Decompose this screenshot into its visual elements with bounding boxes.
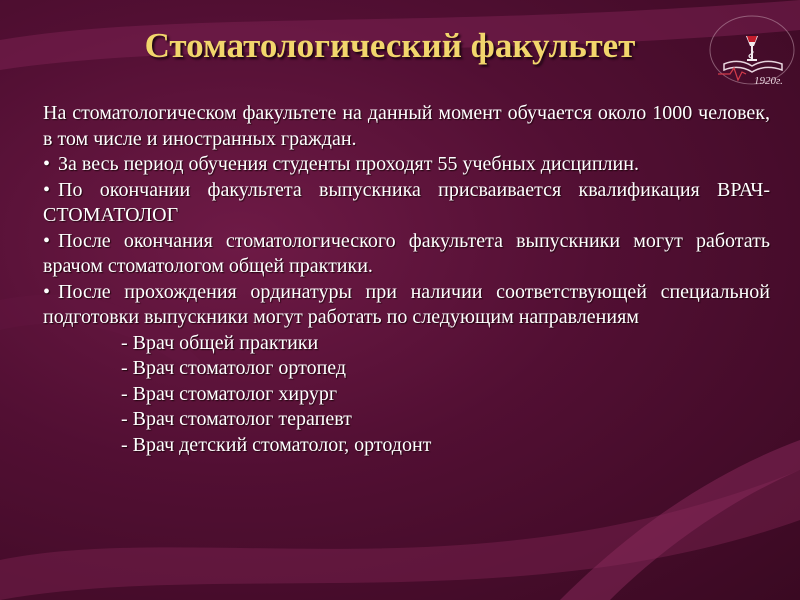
specialty-item: - Врач стоматолог ортопед [121, 357, 347, 379]
slide-body [43, 101, 770, 458]
bullet-item [43, 178, 770, 229]
bullet-item [43, 280, 770, 331]
bullet-icon: • [43, 280, 51, 303]
logo-year: 1920г. [754, 75, 783, 87]
bullet-icon: • [43, 153, 51, 175]
specialty-item: - Врач детский стоматолог, ортодонт [121, 433, 432, 456]
bullet-text: После окончания стоматологического факультета выпускники могут работать врачом стоматологом общей практики. [43, 229, 770, 277]
bullet-item [43, 229, 770, 280]
bullet-text: По окончании факультета выпускника присваивается квалификация ВРАЧ-СТОМАТОЛОГ [43, 178, 770, 226]
bullet-text: После прохождения ординатуры при наличии соответствующей специальной подготовки выпускники могут работать по следующим направлениям [43, 280, 770, 328]
bullet-icon: • [43, 178, 51, 201]
slide-title: Стоматологический факультет [144, 26, 636, 65]
intro-paragraph: На стоматологическом факультете на данный момент обучается около 1000 человек, в том числе и иностранных граждан. [43, 102, 770, 150]
specialty-item: - Врач общей практики [121, 331, 319, 354]
bullet-item [43, 152, 770, 178]
bullet-text: За весь период обучения студенты проходят 55 учебных дисциплин. [58, 153, 639, 175]
specialty-item: - Врач стоматолог терапевт [121, 408, 352, 430]
specialty-item: - Врач стоматолог хирург [121, 382, 338, 405]
bullet-icon: • [43, 229, 51, 252]
